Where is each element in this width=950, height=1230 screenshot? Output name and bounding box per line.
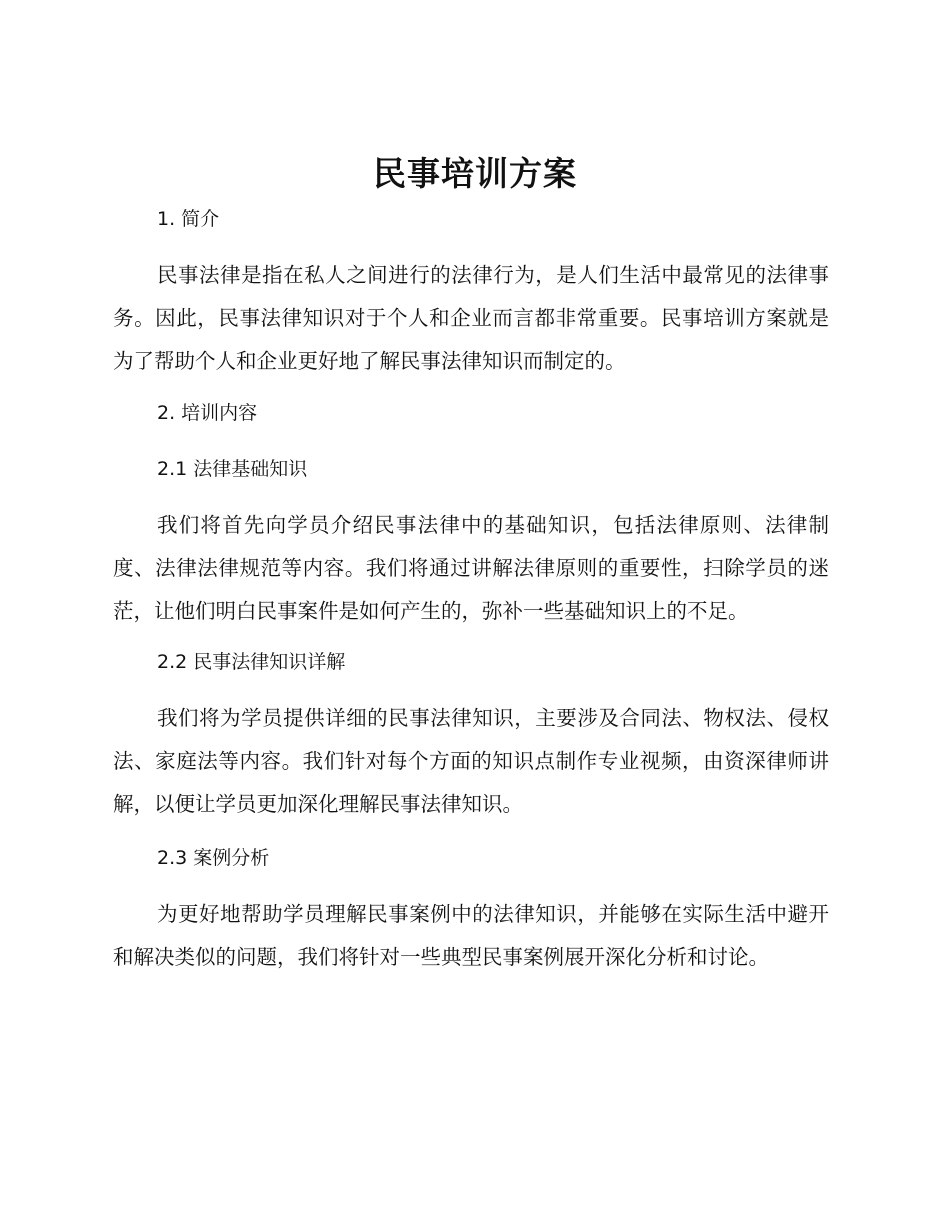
document-title: 民事培训方案 — [373, 154, 577, 193]
section-paragraph-case-analysis: 为更好地帮助学员理解民事案例中的法律知识，并能够在实际生活中避开和解决类似的问题，我们将针对一些典型民事案例展开深化分析和讨论。 — [113, 902, 829, 969]
section-heading-legal-basics: 2.1 法律基础知识 — [157, 458, 308, 480]
section-heading-case-analysis: 2.3 案例分析 — [157, 847, 270, 869]
section-heading-introduction: 1. 简介 — [157, 208, 220, 230]
section-paragraph-introduction: 民事法律是指在私人之间进行的法律行为，是人们生活中最常见的法律事务。因此，民事法律知识对于个人和企业而言都非常重要。民事培训方案就是为了帮助个人和企业更好地了解民事法律知识而制定的。 — [113, 263, 829, 373]
section-heading-civil-law-details: 2.2 民事法律知识详解 — [157, 651, 346, 673]
section-paragraph-legal-basics: 我们将首先向学员介绍民事法律中的基础知识，包括法律原则、法律制度、法律法律规范等内容。我们将通过讲解法律原则的重要性，扫除学员的迷茫，让他们明白民事案件是如何产生的，弥补一些基础知识上的不足。 — [113, 513, 829, 623]
section-heading-training-content: 2. 培训内容 — [157, 402, 258, 424]
section-paragraph-civil-law-details: 我们将为学员提供详细的民事法律知识，主要涉及合同法、物权法、侵权法、家庭法等内容。我们针对每个方面的知识点制作专业视频，由资深律师讲解，以便让学员更加深化理解民事法律知识。 — [113, 706, 829, 816]
